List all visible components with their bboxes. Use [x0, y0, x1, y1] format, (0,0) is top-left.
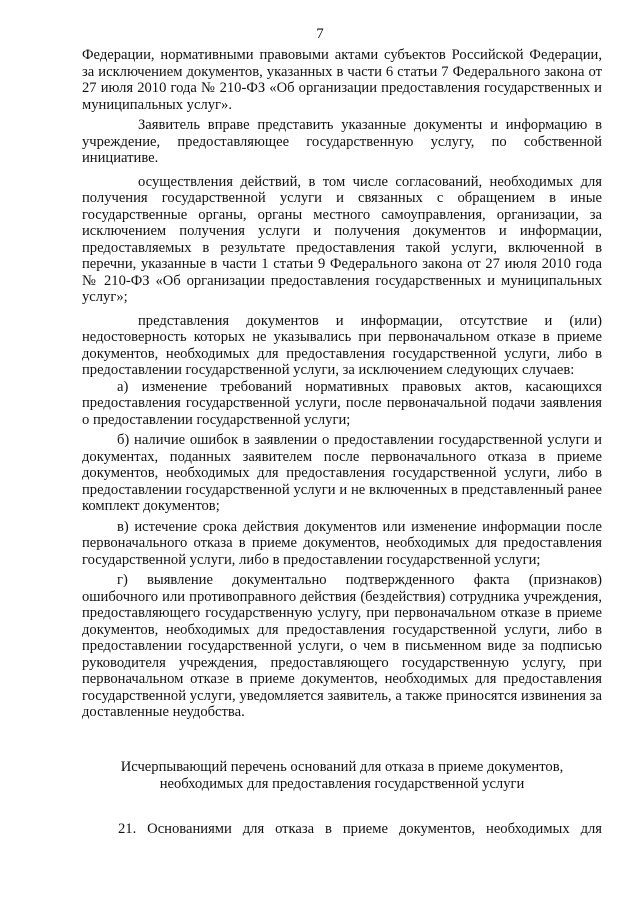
page-number: 7	[316, 26, 324, 42]
section-heading-line-2: необходимых для предоставления государственной услуги	[159, 776, 525, 792]
list-item-a: а) изменение требований нормативных правовых актов, касающихся предоставления государственной услуги, после первоначальной подачи заявления о предоставлении государственной услуги;	[82, 378, 602, 428]
section-heading	[82, 759, 602, 793]
list-item-b: б) наличие ошибок в заявлении о предоставлении государственной услуги и документах, поданных заявителем после первоначального отказа в приеме документов, необходимых для предоставления государственной услуги, либо в предоставлении государственной услуги и не включенных в представленный ранее комплект документов;	[82, 432, 602, 514]
paragraph-item-21: 21. Основаниями для отказа в приеме документов, необходимых для	[118, 821, 602, 837]
list-item-v: в) истечение срока действия документов или изменение информации после первоначального отказа в приеме документов, необходимых для предоставления государственной услуги, либо в предоставлении государственной услуги;	[82, 518, 602, 568]
paragraph-actions: осуществления действий, в том числе согласований, необходимых для получения государственной услуги и связанных с обращением в иные государственные органы, органы местного самоуправления, организации, за исключением получения услуги и получения документов и информации, предоставляемых в результате предоставления такой услуги, включенной в перечни, указанные в части 1 статьи 9 Федерального закона от 27 июля 2010 года № 210-ФЗ «Об организации предоставления государственных и муниципальных услуг»;	[82, 173, 602, 305]
paragraph-continuation: Федерации, нормативными правовыми актами субъектов Российской Федерации, за исключением документов, указанных в части 6 статьи 7 Федерального закона от 27 июля 2010 года № 210-ФЗ «Об организации предоставления государственных и муниципальных услуг».	[82, 47, 602, 113]
section-heading-line-1: Исчерпывающий перечень оснований для отказа в приеме документов,	[120, 759, 564, 775]
list-item-g: г) выявление документально подтвержденного факта (признаков) ошибочного или противоправного действия (бездействия) сотрудника учреждения, предоставляющего государственную услугу, при первоначальном отказе в приеме документов, необходимых для предоставления государственной услуги, либо в предоставлении государственной услуги, о чем в письменном виде за подписью руководителя учреждения, предоставляющего государственную услугу, при первоначальном отказе в приеме документов, необходимых для предоставления государственной услуги, уведомляется заявитель, а также приносятся извинения за доставленные неудобства.	[82, 572, 602, 720]
paragraph-documents-submission: представления документов и информации, отсутствие и (или) недостоверность которых не указывались при первоначальном отказе в приеме документов, необходимых для предоставления государственной услуги, либо в предоставлении государственной услуги, за исключением следующих случаев:	[82, 312, 602, 378]
body-text	[82, 47, 602, 721]
paragraph-applicant-right: Заявитель вправе представить указанные документы и информацию в учреждение, предоставляющее государственную услугу, по собственной инициативе.	[82, 117, 602, 166]
